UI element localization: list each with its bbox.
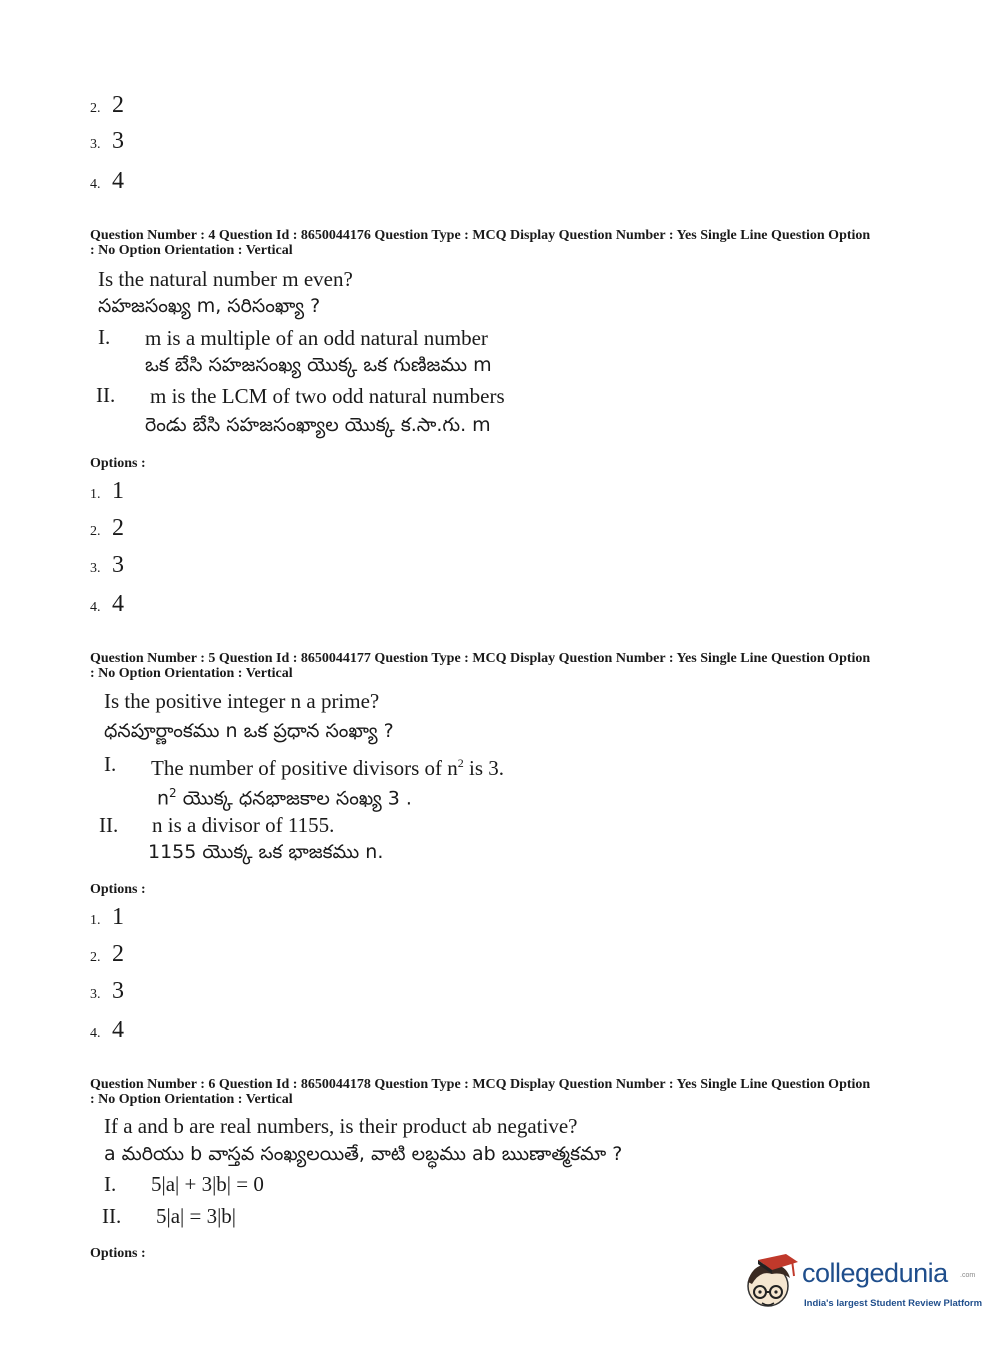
option-item: 2. 2: [90, 941, 124, 967]
statement-2-te: 1155 యొక్క ఒక భాజకము n.: [148, 841, 384, 863]
question-meta: Question Number : 4 Question Id : 8650044176 Question Type : MCQ Display Question Number : Yes Single Line Question Option : No Option Orientation : Vertical: [90, 228, 871, 258]
statement-2-en: n is a divisor of 1155.: [152, 813, 335, 837]
option-item: 1. 1: [90, 904, 124, 930]
statement-1-en: The number of positive divisors of $n^2$ is 3.: [151, 756, 505, 780]
option-item: 3. 3: [90, 552, 124, 578]
option-item: 4. 4: [90, 168, 124, 194]
logo-domain: .com: [960, 1272, 976, 1279]
options-label: Options :: [90, 882, 146, 897]
option-item: 4. 4: [90, 1017, 124, 1043]
options-label: Options :: [90, 1246, 146, 1261]
option-item: 2. 2: [90, 515, 124, 541]
question-text-te: a మరియు b వాస్తవ సంఖ్యలయితే, వాటి లబ్ధము ab ఋణాత్మకమా ?: [104, 1143, 623, 1165]
collegedunia-logo: [742, 1250, 983, 1316]
mascot-icon: [742, 1250, 800, 1314]
statement-2-en: m is the LCM of two odd natural numbers: [150, 384, 505, 408]
option-item: 1. 1: [90, 478, 124, 504]
logo-tagline: India's largest Student Review Platform: [804, 1298, 983, 1309]
question-text-te: సహజసంఖ్య m, సరిసంఖ్యా ?: [98, 295, 321, 317]
logo-wordmark: collegedunia: [802, 1258, 948, 1288]
statement-1-te: ఒక బేసి సహజసంఖ్య యొక్క ఒక గుణిజము m: [145, 354, 492, 376]
question-text-en: Is the natural number m even?: [98, 267, 353, 291]
option-item: 3. 3: [90, 128, 124, 154]
statement-1-en: m is a multiple of an odd natural number: [145, 326, 488, 350]
question-text-en: Is the positive integer n a prime?: [104, 689, 380, 713]
statement-number: II.: [99, 813, 119, 837]
options-label: Options :: [90, 456, 146, 471]
question-text-te: ధనపూర్ణాంకము n ఒక ప్రధాన సంఖ్యా ?: [104, 720, 394, 742]
option-item: 2. 2: [90, 92, 124, 118]
question-text-en: If a and b are real numbers, is their product ab negative?: [104, 1114, 578, 1138]
statement-number: I.: [104, 1172, 117, 1196]
statement-1-te: $n^2$ యొక్క ధనభాజకాల సంఖ్య 3 .: [157, 786, 412, 810]
statement-2-expr: 5|a| = 3|b|: [156, 1204, 236, 1228]
option-item: 3. 3: [90, 978, 124, 1004]
statement-number: I.: [98, 325, 111, 349]
question-meta: Question Number : 6 Question Id : 8650044178 Question Type : MCQ Display Question Number : Yes Single Line Question Option : No Option Orientation : Vertical: [90, 1077, 871, 1107]
statement-1-expr: 5|a| + 3|b| = 0: [151, 1172, 264, 1196]
option-item: 4. 4: [90, 591, 124, 617]
question-meta: Question Number : 5 Question Id : 8650044177 Question Type : MCQ Display Question Number : Yes Single Line Question Option : No Option Orientation : Vertical: [90, 651, 871, 681]
statement-number: II.: [96, 383, 116, 407]
statement-number: II.: [102, 1204, 122, 1228]
statement-number: I.: [104, 752, 117, 776]
statement-2-te: రెండు బేసి సహజసంఖ్యాల యొక్క క.సా.గు. m: [145, 414, 491, 436]
